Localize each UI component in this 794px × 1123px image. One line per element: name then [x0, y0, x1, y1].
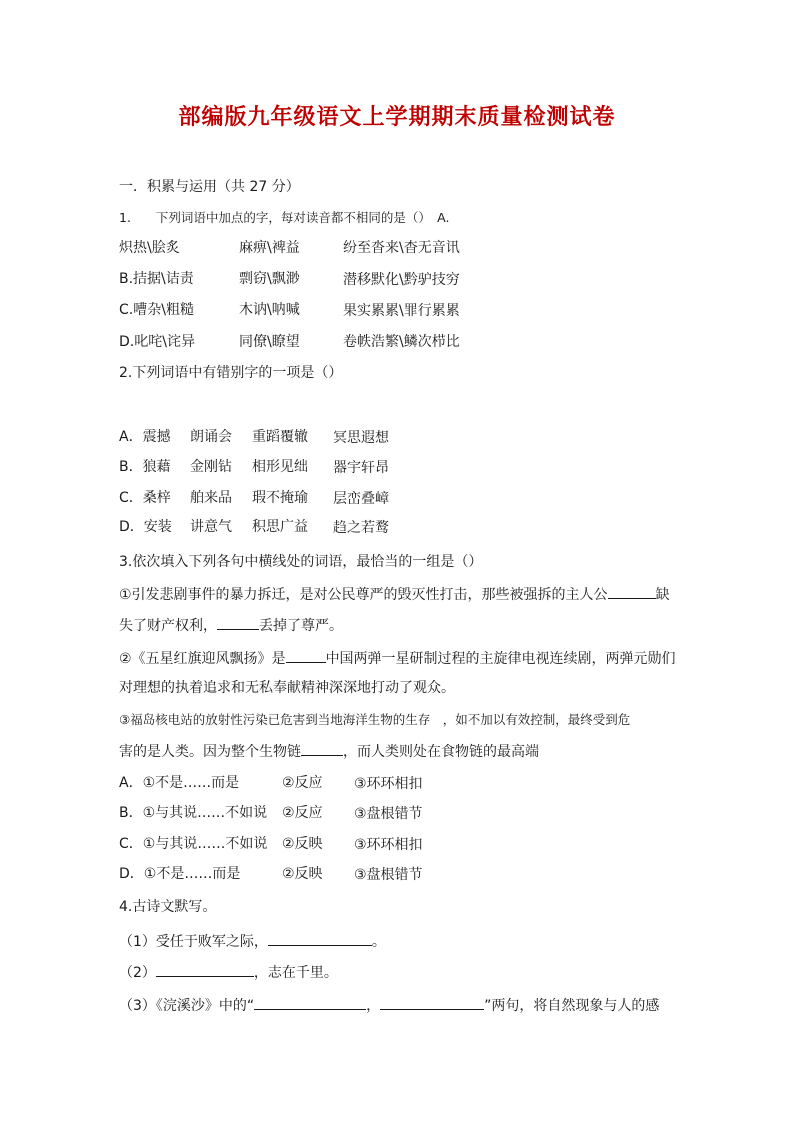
q3-s3-text-c: ，而人类则处在食物链的最高端 — [343, 744, 539, 760]
q4-stem: 4.古诗文默写。 — [119, 899, 217, 915]
q3-s3-text-b: 害的是人类。因为整个生物链 — [119, 744, 301, 760]
q4-i1-text-a: （1）受任于败军之际， — [119, 934, 268, 950]
page-title: 部编版九年级语文上学期期末质量检测试卷 — [178, 105, 616, 130]
q2-r1-c2: 相形见绌 — [252, 459, 308, 475]
q3-s2-text-b: 中国两弹一星研制过程的主旋律电视连续剧，两弹元勋们 — [325, 651, 676, 667]
q3-s1-text-c: 失了财产权利， — [119, 618, 217, 634]
q3-opt-d-c2: ③盘根错节 — [354, 867, 423, 883]
q4-i2-blank[interactable] — [156, 962, 254, 977]
q1-stem: 1. 下列词语中加点的字，每对读音都不相同的是（） A. — [119, 210, 450, 225]
q2-r0-c2: 重蹈覆辙 — [252, 429, 308, 445]
q1-r0-c1: 麻痹\裨益 — [239, 240, 300, 256]
q3-s1-text-b: 缺 — [655, 587, 670, 603]
q2-r3-c0: D．安装 — [119, 519, 172, 535]
q2-r2-c1: 舶来品 — [190, 490, 232, 506]
q3-opt-b-c2: ③盘根错节 — [354, 806, 423, 822]
q3-sentence-2-line-2: 对理想的执着追求和无私奉献精神深深地打动了观众。 — [119, 680, 455, 696]
q2-r1-c1: 金刚钻 — [190, 459, 232, 475]
q2-r1-c3: 器宇轩昂 — [333, 460, 389, 476]
q1-r3-c1: 同僚\瞭望 — [239, 334, 300, 350]
q4-i1-text-b: 。 — [371, 934, 386, 950]
q3-s2-blank[interactable] — [286, 648, 326, 663]
q4-i1-blank[interactable] — [268, 931, 372, 946]
q1-r1-c2: 潜移默化\黔驴技穷 — [343, 272, 460, 288]
q4-i3-blank-1[interactable] — [254, 995, 366, 1010]
q4-i2-text-b: ，志在千里。 — [253, 965, 338, 981]
q4-i3-text-a: （3）《浣溪沙》中的“ — [119, 998, 255, 1014]
q3-opt-b-c1: ②反应 — [282, 805, 323, 821]
q2-r0-c3: 冥思遐想 — [333, 430, 389, 446]
q3-sentence-1-line-1 — [119, 584, 670, 604]
q4-item-1 — [119, 931, 386, 951]
q3-opt-a-c2: ③环环相扣 — [354, 776, 423, 792]
q4-i3-text-b: ， — [366, 998, 381, 1014]
q3-opt-d-c0: D．①不是……而是 — [119, 866, 241, 882]
q2-r2-c3: 层峦叠嶂 — [333, 491, 389, 507]
q2-r2-c2: 瑕不掩瑜 — [252, 490, 308, 506]
q3-s1-blank-1[interactable] — [608, 584, 656, 599]
q1-r3-c0: D.叱咤\诧异 — [119, 334, 195, 350]
q1-r3-c2: 卷帙浩繁\鳞次栉比 — [343, 334, 460, 350]
q1-r2-c2: 果实累累\罪行累累 — [343, 303, 460, 319]
q3-stem: 3.依次填入下列各句中横线处的词语，最恰当的一组是（） — [119, 554, 483, 570]
q4-i3-text-c: ”两句，将自然现象与人的感 — [484, 998, 660, 1014]
q3-opt-a-c0: A．①不是……而是 — [119, 775, 240, 791]
q3-opt-b-c0: B．①与其说……不如说 — [119, 805, 268, 821]
q2-r2-c0: C．桑梓 — [119, 490, 171, 506]
q3-opt-c-c2: ③环环相扣 — [354, 837, 423, 853]
q1-r2-c1: 木讷\呐喊 — [239, 302, 300, 318]
q4-i2-text-a: （2） — [119, 965, 156, 981]
q1-r0-c2: 纷至沓来\杳无音讯 — [343, 240, 460, 256]
q1-r1-c1: 剽窃\飘渺 — [239, 271, 300, 287]
q3-sentence-3-line-1: ③福岛核电站的放射性污染已危害到当地海洋生物的生存 ，如不加以有效控制，最终受到危 — [119, 712, 631, 727]
q2-r0-c0: A．震撼 — [119, 429, 171, 445]
q3-s1-text-a: ①引发悲剧事件的暴力拆迁，是对公民尊严的毁灭性打击，那些被强拆的主人公 — [119, 587, 608, 603]
q3-s1-blank-2[interactable] — [217, 615, 259, 630]
section-heading: 一．积累与运用（共 27 分） — [119, 179, 300, 195]
q3-opt-c-c0: C．①与其说……不如说 — [119, 836, 268, 852]
q3-sentence-2-line-1 — [119, 648, 676, 668]
q2-r3-c3: 趋之若鹜 — [333, 520, 389, 536]
q3-s1-text-d: 丢掉了尊严。 — [259, 618, 343, 634]
q3-s2-text-a: ②《五星红旗迎风飘扬》是 — [119, 651, 286, 667]
q3-opt-d-c1: ②反映 — [282, 866, 323, 882]
q1-r2-c0: C.嘈杂\粗糙 — [119, 302, 194, 318]
q3-s3-blank[interactable] — [301, 741, 343, 756]
q2-r1-c0: B．狼藉 — [119, 459, 171, 475]
q3-sentence-3-line-2 — [119, 741, 539, 761]
q3-opt-a-c1: ②反应 — [282, 775, 323, 791]
q3-opt-c-c1: ②反映 — [282, 836, 323, 852]
q1-r1-c0: B.拮据\诘责 — [119, 271, 194, 287]
q2-r0-c1: 朗诵会 — [190, 429, 232, 445]
q2-stem: 2.下列词语中有错别字的一项是（） — [119, 365, 343, 381]
q1-r0-c0: 炽热\脍炙 — [119, 240, 180, 256]
q4-i3-blank-2[interactable] — [380, 995, 484, 1010]
q4-item-2 — [119, 962, 338, 982]
q2-r3-c2: 积思广益 — [252, 519, 308, 535]
q2-r3-c1: 讲意气 — [190, 519, 232, 535]
q4-item-3 — [119, 995, 659, 1015]
q3-sentence-1-line-2 — [119, 615, 343, 635]
